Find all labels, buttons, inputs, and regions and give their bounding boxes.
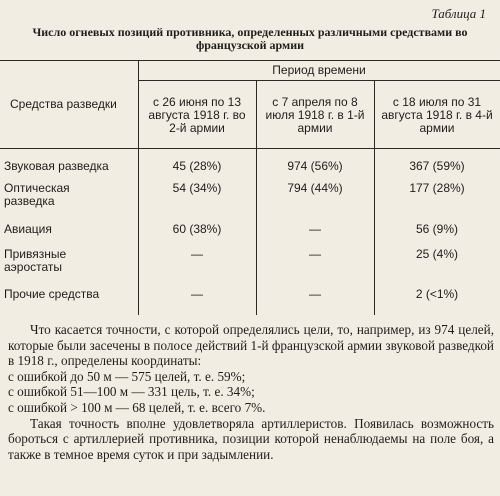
period-header-rule	[138, 80, 500, 81]
header-period-2: с 7 апреля по 8 июля 1918 г. в 1-й армии	[265, 95, 365, 135]
row-value: —	[309, 222, 321, 236]
body-text	[8, 322, 494, 462]
list-item: с ошибкой > 100 м — 68 целей, т. е. всего 7%.	[8, 399, 266, 415]
row-value: 367 (59%)	[409, 159, 465, 173]
row-value: 25 (4%)	[415, 247, 459, 261]
row-value: 2 (<1%)	[415, 287, 459, 301]
list-item: с ошибкой 51—100 м — 331 цель, т. е. 34%;	[8, 384, 255, 400]
row-value: 974 (56%)	[287, 159, 343, 173]
row-method: Привязные аэростаты	[4, 247, 67, 274]
row-method: Авиация	[4, 222, 52, 236]
row-value: 56 (9%)	[415, 222, 459, 236]
paragraph: Такая точность вполне удовлетворяла артиллеристов. Появилась возможность бороться с артиллерией противника, позиции которой ненаблюдаемы на поле боя, а также в темное время суток и при задымлении.	[8, 415, 494, 462]
paragraph: Что касается точности, с которой определялись цели, то, например, из 974 целей, которые были засечены в полосе действий 1-й французской армии звуковой разведкой в 1918 г., определены координаты:	[8, 322, 494, 369]
column-divider	[256, 80, 257, 315]
row-value: 177 (28%)	[409, 181, 465, 195]
header-period: Период времени	[272, 63, 366, 77]
row-value: —	[191, 247, 203, 261]
header-period-1: с 26 июня по 13 августа 1918 г. во 2-й армии	[148, 95, 246, 135]
row-method: Оптическая разведка	[4, 181, 70, 208]
row-value: —	[191, 287, 203, 301]
header-bottom-rule	[0, 148, 500, 149]
row-method: Прочие средства	[4, 287, 100, 301]
header-method: Средства разведки	[10, 97, 117, 111]
data-table	[0, 60, 500, 315]
row-value: 60 (38%)	[172, 222, 222, 236]
table-caption: Таблица 1	[431, 6, 486, 21]
row-value: 54 (34%)	[172, 181, 222, 195]
row-value: 794 (44%)	[287, 181, 343, 195]
row-value: 45 (28%)	[172, 159, 222, 173]
table-top-rule	[0, 60, 500, 61]
table-title: Число огневых позиций противника, определенных различными средствами во французской армии	[32, 25, 468, 52]
row-value: —	[309, 287, 321, 301]
row-value: —	[309, 247, 321, 261]
column-divider	[374, 80, 375, 315]
row-method: Звуковая разведка	[4, 159, 109, 173]
error-list	[8, 369, 494, 416]
list-item: с ошибкой до 50 м — 575 целей, т. е. 59%;	[8, 368, 246, 384]
header-period-3: с 18 июля по 31 августа 1918 г. в 4-й армии	[381, 95, 493, 135]
